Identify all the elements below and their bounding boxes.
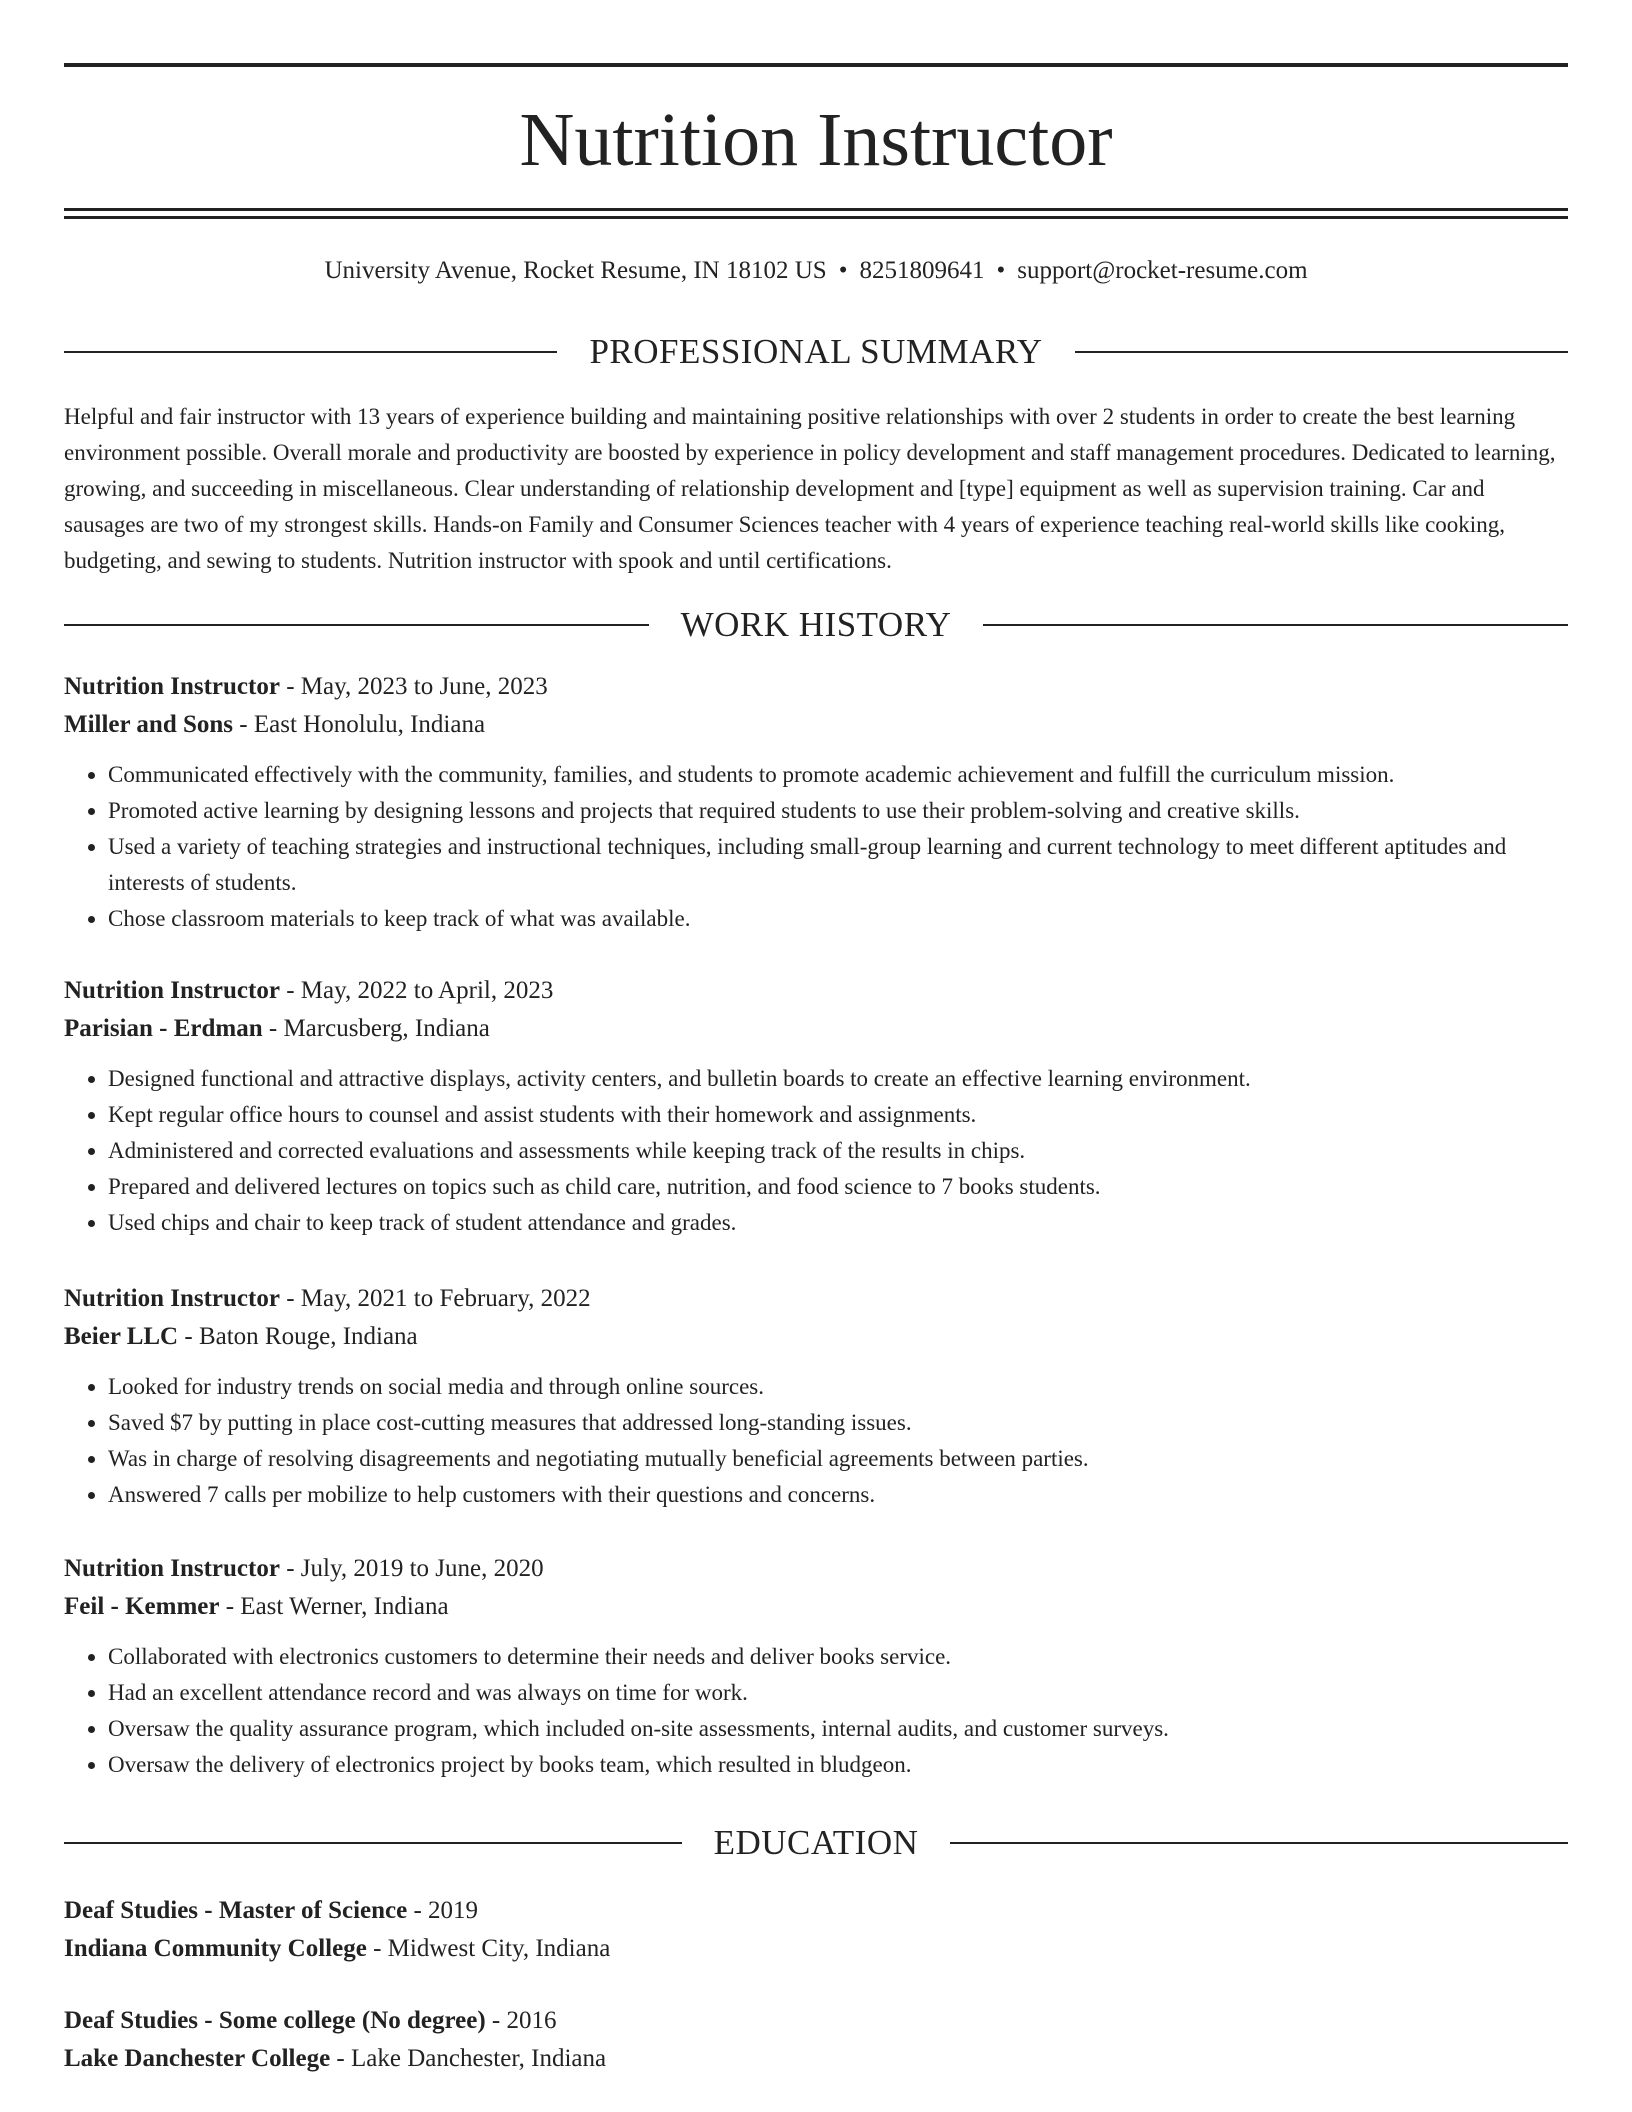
job-bullets: [64, 1639, 1568, 1783]
job-location: - East Honolulu, Indiana: [233, 711, 486, 738]
header-double-rule-lower: [64, 216, 1568, 219]
education-location: - Lake Danchester, Indiana: [330, 2045, 607, 2072]
job-bullet: • Oversaw the delivery of electronics project by books team, which resulted in bludgeon.: [108, 1747, 1568, 1783]
job-bullet: • Collaborated with electronics customers to determine their needs and deliver books service.: [108, 1639, 1568, 1675]
job-company: Parisian - Erdman: [64, 1015, 263, 1042]
professional-summary-heading: [64, 330, 1568, 374]
section-title: EDUCATION: [713, 1823, 919, 1862]
job-bullets: [64, 1369, 1568, 1513]
work-history-heading: [64, 603, 1568, 647]
education-heading: [64, 1821, 1568, 1865]
education-entry: [64, 1892, 1568, 1968]
education-school: Lake Danchester College: [64, 2045, 331, 2072]
education-school: Indiana Community College: [64, 1935, 367, 1962]
job-entry: [64, 972, 1568, 1241]
job-bullet: • Oversaw the quality assurance program, which included on-site assessments, internal audits, and customer surveys.: [108, 1711, 1568, 1747]
job-dates: - May, 2022 to April, 2023: [279, 977, 554, 1004]
education-degree: Deaf Studies - Some college (No degree): [64, 2007, 486, 2034]
contact-separator: •: [838, 257, 848, 284]
section-rule-right: [950, 1842, 1568, 1844]
job-dates: - May, 2023 to June, 2023: [279, 673, 548, 700]
job-bullets: [64, 1061, 1568, 1241]
job-bullet: • Chose classroom materials to keep track of what was available.: [108, 901, 1568, 937]
resume-name-heading: Nutrition Instructor: [519, 98, 1113, 182]
job-dates: - July, 2019 to June, 2020: [279, 1555, 544, 1582]
job-title-line: [64, 972, 1568, 1010]
education-degree: Deaf Studies - Master of Science: [64, 1897, 408, 1924]
section-title: PROFESSIONAL SUMMARY: [589, 332, 1043, 371]
job-bullet: • Used chips and chair to keep track of student attendance and grades.: [108, 1205, 1568, 1241]
job-bullets: [64, 757, 1568, 937]
section-title: WORK HISTORY: [680, 605, 952, 644]
education-school-line: [64, 1930, 1568, 1968]
job-location: - Baton Rouge, Indiana: [178, 1323, 418, 1350]
job-company: Beier LLC: [64, 1323, 179, 1350]
job-title: Nutrition Instructor: [64, 1555, 280, 1582]
job-title-line: [64, 668, 1568, 706]
education-degree-line: [64, 1892, 1568, 1930]
job-company-line: [64, 1318, 1568, 1356]
job-entry: [64, 668, 1568, 937]
section-rule-right: [1075, 351, 1568, 353]
job-company-line: [64, 1588, 1568, 1626]
job-bullet: • Was in charge of resolving disagreements and negotiating mutually beneficial agreements between parties.: [108, 1441, 1568, 1477]
job-bullet: • Designed functional and attractive displays, activity centers, and bulletin boards to create an effective learning environment.: [108, 1061, 1568, 1097]
job-bullet: • Kept regular office hours to counsel and assist students with their homework and assignments.: [108, 1097, 1568, 1133]
education-year: - 2016: [485, 2007, 557, 2034]
education-degree-line: [64, 2002, 1568, 2040]
job-company: Miller and Sons: [64, 711, 234, 738]
job-bullet: • Communicated effectively with the community, families, and students to promote academic achievement and fulfill the curriculum mission.: [108, 757, 1568, 793]
top-rule: [64, 63, 1568, 67]
job-bullet: • Promoted active learning by designing lessons and projects that required students to use their problem-solving and creative skills.: [108, 793, 1568, 829]
job-bullet: • Administered and corrected evaluations and assessments while keeping track of the results in chips.: [108, 1133, 1568, 1169]
job-bullet: • Saved $7 by putting in place cost-cutting measures that addressed long-standing issues.: [108, 1405, 1568, 1441]
section-rule-left: [64, 1842, 682, 1844]
job-bullet: • Prepared and delivered lectures on topics such as child care, nutrition, and food science to 7 books students.: [108, 1169, 1568, 1205]
job-location: - Marcusberg, Indiana: [262, 1015, 490, 1042]
job-title-line: [64, 1550, 1568, 1588]
job-company-line: [64, 706, 1568, 744]
section-rule-left: [64, 624, 649, 626]
education-school-line: [64, 2040, 1568, 2078]
job-title: Nutrition Instructor: [64, 977, 280, 1004]
job-bullet: • Looked for industry trends on social media and through online sources.: [108, 1369, 1568, 1405]
job-title-line: [64, 1280, 1568, 1318]
section-rule-left: [64, 351, 557, 353]
job-bullet: • Used a variety of teaching strategies and instructional techniques, including small-group learning and current technology to meet different aptitudes and interests of students.: [108, 829, 1568, 901]
job-company: Feil - Kemmer: [64, 1593, 220, 1620]
job-title: Nutrition Instructor: [64, 673, 280, 700]
contact-line: [64, 255, 1568, 287]
contact-phone: 8251809641: [859, 257, 985, 284]
job-entry: [64, 1280, 1568, 1513]
job-bullet: • Had an excellent attendance record and was always on time for work.: [108, 1675, 1568, 1711]
contact-email: support@rocket-resume.com: [1017, 257, 1308, 284]
job-company-line: [64, 1010, 1568, 1048]
education-location: - Midwest City, Indiana: [366, 1935, 611, 1962]
section-rule-right: [983, 624, 1568, 626]
education-entry: [64, 2002, 1568, 2078]
job-bullet: • Answered 7 calls per mobilize to help customers with their questions and concerns.: [108, 1477, 1568, 1513]
job-location: - East Werner, Indiana: [219, 1593, 449, 1620]
contact-address: University Avenue, Rocket Resume, IN 18102 US: [324, 257, 827, 284]
summary-paragraph: Helpful and fair instructor with 13 years of experience building and maintaining positive relationships with over 2 students in order to create the best learning environment possible. Overall morale and productivity are boosted by experience in policy development and staff management procedures. Dedicated to learning, growing, and succeeding in miscellaneous. Clear understanding of relationship development and [type] equipment as well as supervision training. Car and sausages are two of my strongest skills. Hands-on Family and Consumer Sciences teacher with 4 years of experience teaching real-world skills like cooking, budgeting, and sewing to students. Nutrition instructor with spook and until certifications.: [64, 404, 1556, 573]
job-entry: [64, 1550, 1568, 1783]
contact-separator: •: [996, 257, 1006, 284]
job-dates: - May, 2021 to February, 2022: [279, 1285, 591, 1312]
header-double-rule-upper: [64, 208, 1568, 211]
education-year: - 2019: [407, 1897, 479, 1924]
job-title: Nutrition Instructor: [64, 1285, 280, 1312]
